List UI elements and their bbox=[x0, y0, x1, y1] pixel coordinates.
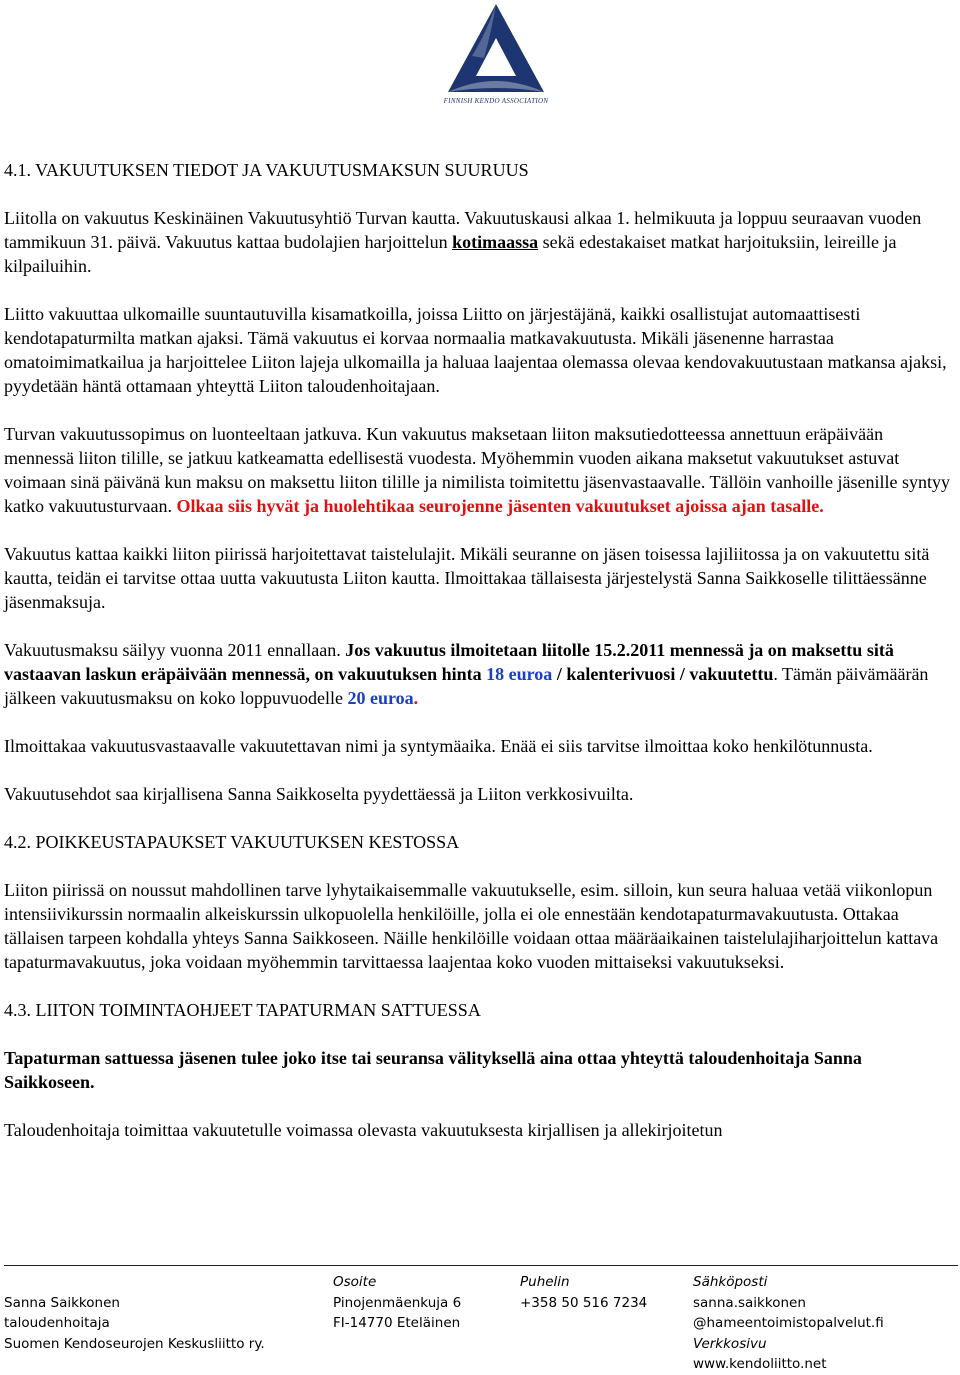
footer-phone-label: Puhelin bbox=[520, 1274, 570, 1290]
footer-phone bbox=[520, 1272, 647, 1313]
red-period: . bbox=[413, 688, 419, 708]
footer-name: Sanna Saikkonen bbox=[4, 1294, 120, 1311]
text-span: . Tämän päivämäärän jälkeen vakuutusmaksu on koko loppuvuodelle bbox=[4, 664, 929, 708]
paragraph-short-term-insurance: Liiton piirissä on noussut mahdollinen tarve lyhytaikaisemmalle vakuutukselle, esim. silloin, kun seura haluaa vetää viikonlopun intensiivikurssin normaalin alkeiskurssin ulkopuolella henkilöille, jolla ei ole ennestään kendotapaturmavakuutusta. Ottakaa tällaisen tarpeen kohdalla yhteys Sanna Saikkoseen. Näille henkilöille voidaan ottaa määräaikainen taistelulajiharjoittelun kattava tapaturmavakuutus, joka voidaan myöhemmin tarvittaessa laajentaa koko vuoden mittaiseksi vakuutukseksi. bbox=[4, 880, 939, 972]
text-span: Vakuutusmaksu säilyy vuonna 2011 ennallaan. bbox=[4, 640, 346, 660]
underlined-domestic: kotimaassa bbox=[452, 232, 539, 252]
footer-email-label: Sähköposti bbox=[693, 1274, 768, 1290]
text-span: Liitolla on vakuutus Keskinäinen Vakuutusyhtiö Turvan kautta. Vakuutuskausi alkaa 1. helmikuuta ja loppuu seuraavan vuoden tammikuun 31. päivä. Vakuutus kattaa budolajien harjoittelun bbox=[4, 208, 922, 252]
red-warning-text: Olkaa siis hyvät ja huolehtikaa seurojenne jäsenten vakuutukset ajoissa ajan tasalle. bbox=[176, 496, 824, 516]
paragraph-accident-contact: Tapaturman sattuessa jäsenen tulee joko itse tai seuransa välityksellä aina ottaa yhteyttä taloudenhoitaja Sanna Saikkoseen. bbox=[4, 1048, 862, 1092]
footer-divider bbox=[4, 1265, 958, 1266]
footer-web-label: Verkkosivu bbox=[693, 1335, 767, 1352]
paragraph-terms: Vakuutusehdot saa kirjallisena Sanna Saikkoselta pyydettäessä ja Liiton verkkosivuilta. bbox=[4, 784, 634, 804]
footer-email-line1: sanna.saikkonen bbox=[693, 1294, 806, 1311]
bold-text: / kalenterivuosi / vakuutettu bbox=[552, 664, 774, 684]
paragraph-other-federations: Vakuutus kattaa kaikki liiton piirissä harjoitettavat taistelulajit. Mikäli seuranne on jäsen toisessa lajiliitossa ja on vakuutettu sitä kautta, teidän ei tarvitse ottaa uutta vakuutusta Liiton kautta. Ilmoittakaa tällaisesta järjestelystä Sanna Saikkoselle tilittäessänne jäsenmaksuja. bbox=[4, 544, 930, 612]
paragraph-continuous-contract bbox=[4, 422, 956, 518]
text-span: sekä edestakaiset matkat harjoituksiin, leireille ja kilpailuihin. bbox=[4, 232, 897, 276]
section-heading-4-2: 4.2. POIKKEUSTAPAUKSET VAKUUTUKSEN KESTOSSA bbox=[4, 832, 460, 852]
price-20: 20 euroa bbox=[347, 688, 414, 708]
bold-text: Jos vakuutus ilmoitetaan liitolle 15.2.2011 mennessä ja on maksettu sitä vastaavan laskun eräpäivään mennessä, on vakuutuksen hinta bbox=[4, 640, 894, 684]
price-18: 18 euroa bbox=[486, 664, 553, 684]
footer-web-url[interactable]: www.kendoliitto.net bbox=[693, 1356, 827, 1372]
paragraph-foreign-trips: Liitto vakuuttaa ulkomaille suuntautuvilla kisamatkoilla, joissa Liitto on järjestäjänä, kaikki osallistujat automaattisesti kendotapaturmilta matkan ajaksi. Tämä vakuutus ei korvaa normaalia matkavakuutusta. Mikäli jäsenenne harrastaa omatoimimatkailua ja harjoittelee Liiton lajeja ulkomailla ja haluaa laajentaa olemassa olevaa kendovakuutustaan matkansa ajaksi, pyydetään häntä ottamaan yhteyttä Liiton taloudenhoitajaan. bbox=[4, 304, 947, 396]
paragraph-treasurer-delivers: Taloudenhoitaja toimittaa vakuutetulle voimassa olevasta vakuutuksesta kirjallisen ja allekirjoitetun bbox=[4, 1120, 723, 1140]
footer-phone-number: +358 50 516 7234 bbox=[520, 1294, 648, 1311]
triangle-logo-icon bbox=[436, 0, 556, 112]
footer-org: Suomen Kendoseurojen Keskusliitto ry. bbox=[4, 1335, 265, 1352]
paragraph-notify-name: Ilmoittakaa vakuutusvastaavalle vakuutettavan nimi ja syntymäaika. Enää ei siis tarvitse ilmoittaa koko henkilötunnusta. bbox=[4, 736, 873, 756]
footer-address-label: Osoite bbox=[333, 1274, 377, 1290]
text-span: Turvan vakuutussopimus on luonteeltaan jatkuva. Kun vakuutus maksetaan liiton maksutiedotteessa annettuun eräpäivään mennessä liiton tilille, se jatkuu katkeamatta edellisestä vuodesta. Myöhemmin vuoden aikana maksetut vakuutukset astuvat voimaan sinä päivänä kun maksu on maksettu liiton tilille ja nimilista toimitettu jäsenvastaavalle. Tällöin vanhoille jäsenille syntyy katko vakuutusturvaan. bbox=[4, 424, 950, 516]
footer-street: Pinojenmäenkuja 6 bbox=[333, 1294, 462, 1311]
footer-role: taloudenhoitaja bbox=[4, 1315, 110, 1331]
section-heading-4-1: 4.1. VAKUUTUKSEN TIEDOT JA VAKUUTUSMAKSUN SUURUUS bbox=[4, 160, 529, 180]
footer-email-line2: @hameentoimistopalvelut.fi bbox=[693, 1315, 884, 1331]
document-body bbox=[4, 158, 956, 1166]
logo-text: FINNISH KENDO ASSOCIATION bbox=[443, 97, 549, 105]
footer-city: FI-14770 Eteläinen bbox=[333, 1315, 461, 1331]
paragraph-insurance-fee bbox=[4, 638, 956, 710]
footer-address bbox=[333, 1272, 461, 1334]
section-heading-4-3: 4.3. LIITON TOIMINTAOHJEET TAPATURMAN SATTUESSA bbox=[4, 1000, 481, 1020]
footer-person bbox=[4, 1272, 265, 1354]
footer-contact bbox=[693, 1272, 884, 1375]
paragraph-insurance-coverage bbox=[4, 206, 956, 278]
